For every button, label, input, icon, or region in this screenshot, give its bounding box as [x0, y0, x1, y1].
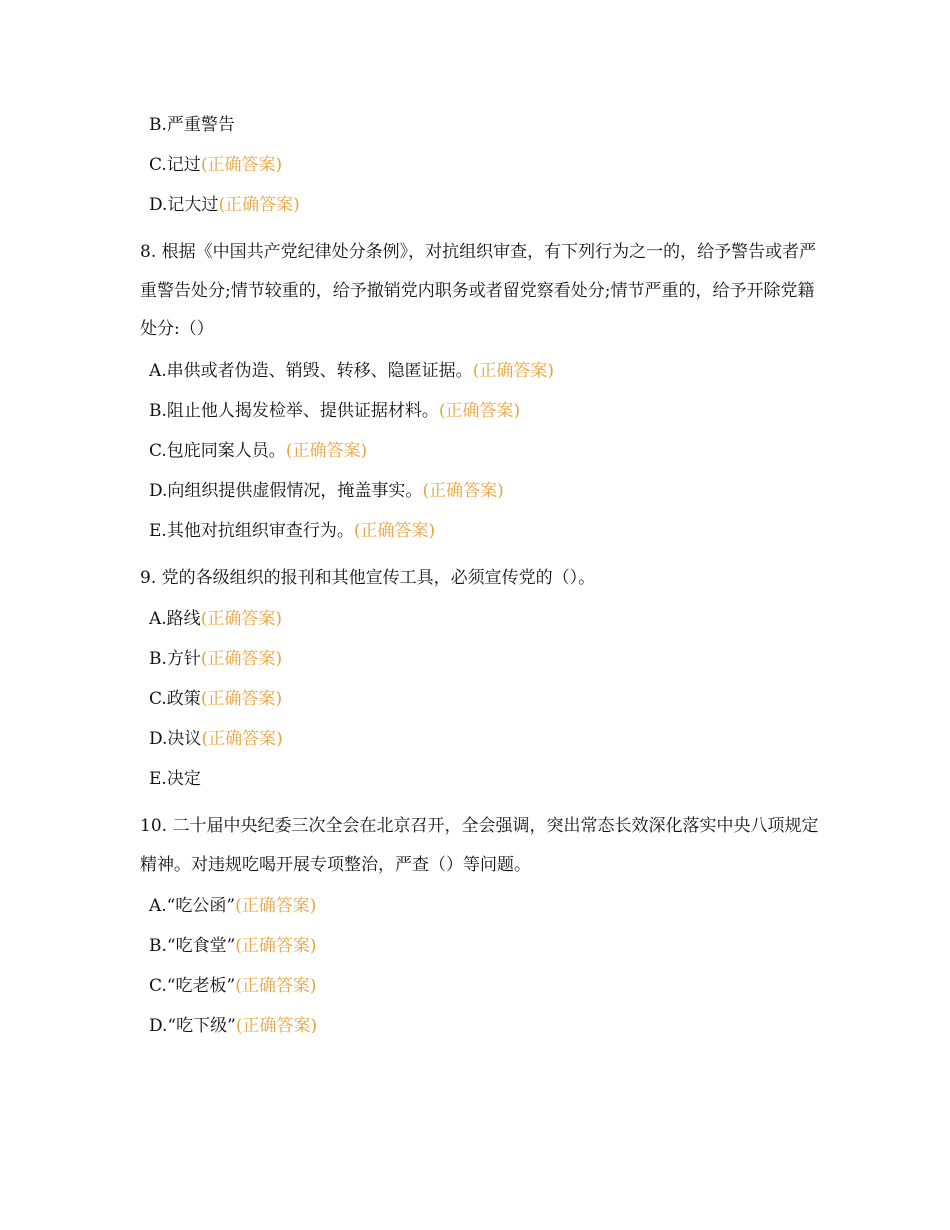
correct-answer-mark: (正确答案)	[235, 1016, 318, 1036]
correct-answer-mark: (正确答案)	[218, 195, 300, 215]
correct-answer-mark: (正确答案)	[438, 400, 521, 421]
correct-answer-mark: (正确答案)	[235, 936, 317, 956]
q10-option-b: B.“吃食堂”(正确答案)	[149, 936, 317, 956]
correct-answer-mark: (正确答案)	[200, 155, 283, 175]
correct-answer-mark: (正确答案)	[235, 976, 317, 996]
question-10-options	[140, 894, 820, 1038]
q7-option-d: D.记大过(正确答案)	[149, 195, 300, 215]
quiz-content	[140, 113, 820, 1054]
q8-option-e: E.其他对抗组织审查行为。(正确答案)	[149, 520, 436, 541]
question-9-options	[140, 607, 820, 791]
q8-option-b: B.阻止他人揭发检举、提供证据材料。(正确答案)	[149, 400, 521, 421]
correct-answer-mark: (正确答案)	[201, 729, 283, 749]
correct-answer-mark: (正确答案)	[200, 649, 283, 669]
correct-answer-mark: (正确答案)	[200, 689, 283, 709]
q9-option-b: B.方针(正确答案)	[149, 649, 283, 669]
q7-option-c: C.记过(正确答案)	[149, 155, 283, 175]
correct-answer-mark: (正确答案)	[285, 440, 368, 461]
correct-answer-mark: (正确答案)	[472, 360, 554, 381]
q7-option-b: B.严重警告	[149, 115, 235, 135]
correct-answer-mark: (正确答案)	[200, 609, 282, 629]
q9-option-a: A.路线(正确答案)	[149, 609, 282, 629]
q9-option-c: C.政策(正确答案)	[149, 689, 283, 709]
q8-option-a: A.串供或者伪造、销毁、转移、隐匿证据。(正确答案)	[149, 360, 554, 381]
q10-option-c: C.“吃老板”(正确答案)	[149, 976, 317, 996]
q9-option-d: D.决议(正确答案)	[149, 729, 283, 749]
q8-option-c: C.包庇同案人员。(正确答案)	[149, 440, 368, 461]
question-9-text: 9. 党的各级组织的报刊和其他宣传工具，必须宣传党的（）。	[140, 567, 596, 588]
question-8-options	[140, 359, 820, 543]
correct-answer-mark: (正确答案)	[422, 480, 504, 501]
question-7-options	[140, 113, 820, 217]
correct-answer-mark: (正确答案)	[235, 896, 317, 916]
question-8-text: 8. 根据《中国共产党纪律处分条例》，对抗组织审查，有下列行为之一的，给予警告或者严重警告处分;情节较重的，给予撤销党内职务或者留党察看处分;情节严重的，给予开除党籍处分:（）	[140, 242, 817, 339]
q9-option-e: E.决定	[149, 769, 201, 789]
correct-answer-mark: (正确答案)	[353, 520, 436, 541]
q10-option-a: A.“吃公函”(正确答案)	[149, 896, 317, 916]
q10-option-d: D.“吃下级”(正确答案)	[149, 1016, 318, 1036]
question-10-text: 10. 二十届中央纪委三次全会在北京召开，全会强调，突出常态长效深化落实中央八项规定精神。对违规吃喝开展专项整治，严查（）等问题。	[140, 816, 819, 875]
q8-option-d: D.向组织提供虚假情况，掩盖事实。(正确答案)	[149, 480, 504, 501]
